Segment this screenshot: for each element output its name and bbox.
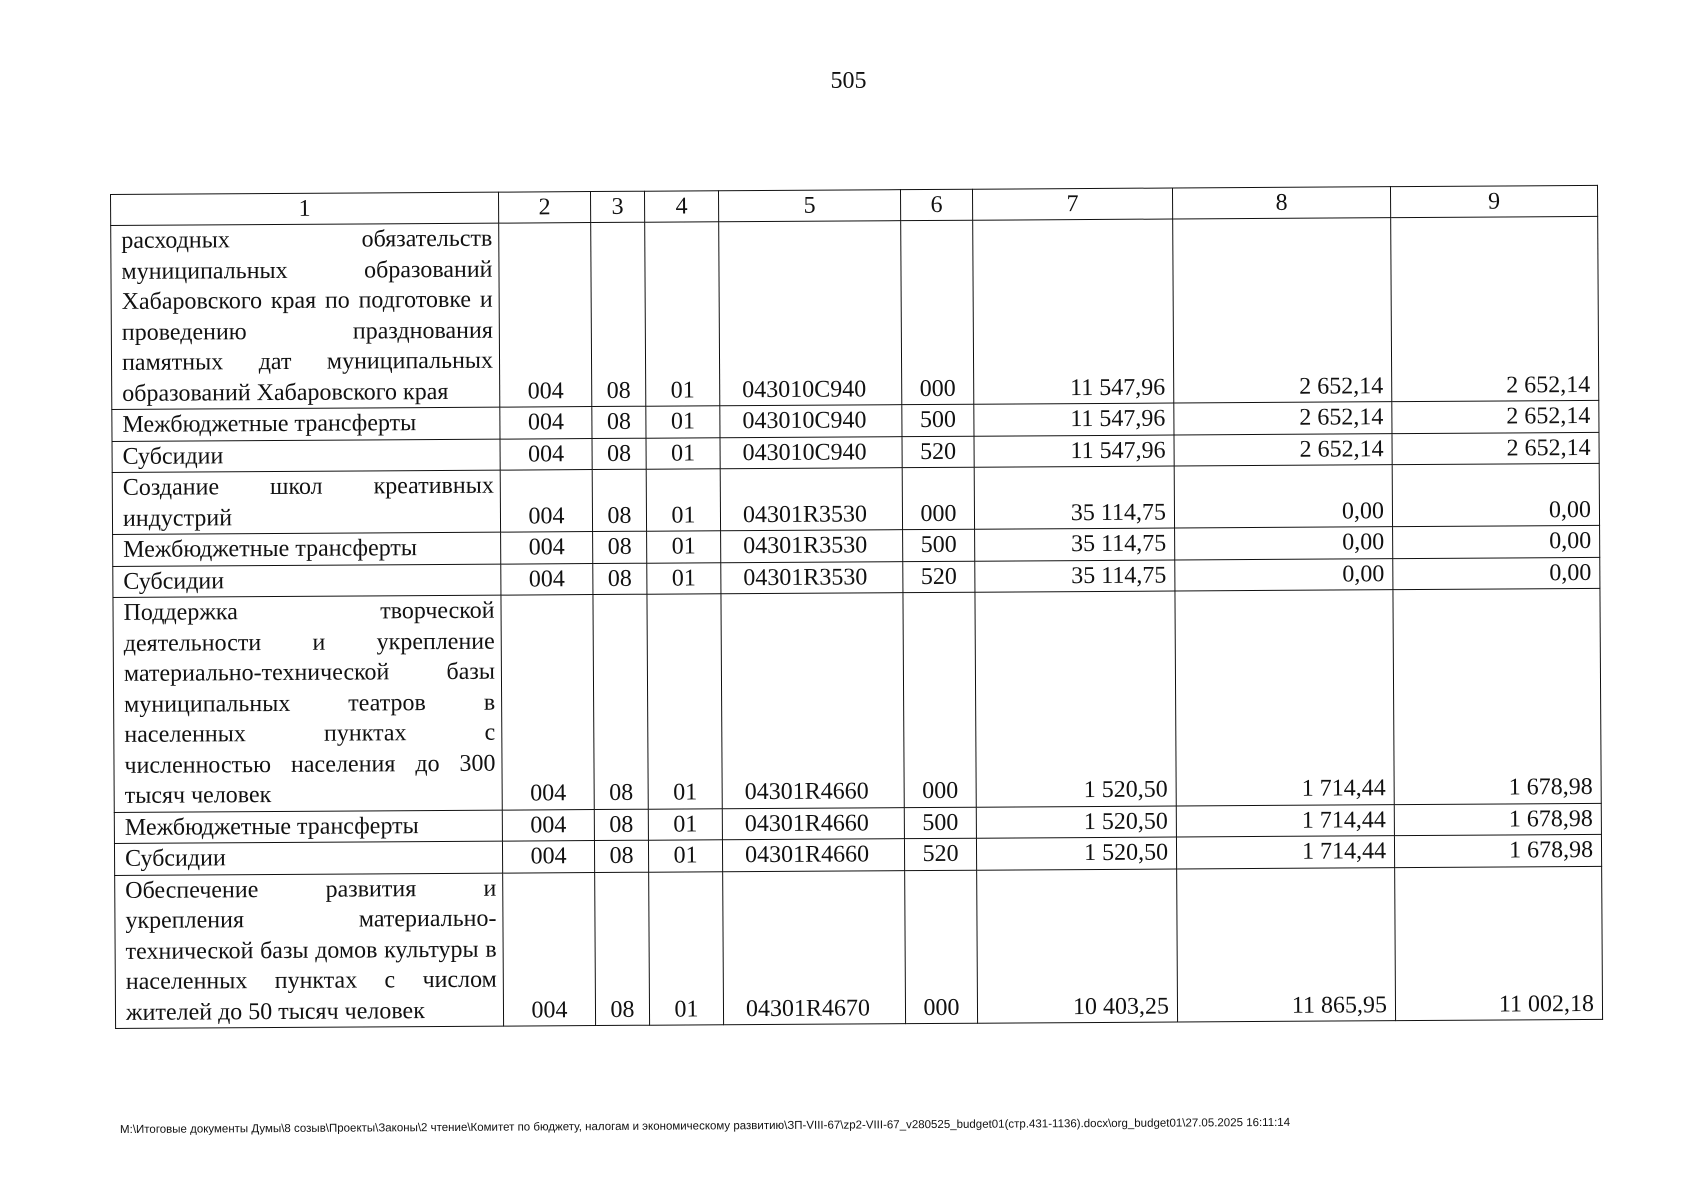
cell-target-code: 043010C940 <box>719 221 902 406</box>
row-name: Создание школ креативных индустрий <box>112 470 500 534</box>
cell-target-code: 04301R4670 <box>723 870 906 1025</box>
cell-ministry-code: 004 <box>500 407 592 439</box>
header-cell: 3 <box>590 191 644 222</box>
row-name: Субсидии <box>112 439 500 473</box>
cell-ministry-code: 004 <box>503 872 596 1026</box>
header-cell: 7 <box>972 188 1172 220</box>
cell-target-code: 043010C940 <box>720 405 902 438</box>
cell-ministry-code: 004 <box>499 223 592 408</box>
cell-ministry-code: 004 <box>500 470 592 533</box>
cell-subsection-code: 01 <box>647 531 721 563</box>
cell-amount-col8: 2 652,14 <box>1174 402 1392 435</box>
header-cell: 2 <box>498 192 590 224</box>
row-name: Межбюджетные трансферты <box>114 810 502 844</box>
cell-amount-col7: 11 547,96 <box>974 403 1174 436</box>
row-name: Субсидии <box>114 841 502 875</box>
cell-target-code: 04301R4660 <box>722 807 904 840</box>
cell-subsection-code: 01 <box>647 562 721 594</box>
cell-target-code: 04301R4660 <box>721 593 904 809</box>
cell-subsection-code: 01 <box>645 222 720 406</box>
cell-ministry-code: 004 <box>500 438 592 470</box>
cell-section-code: 08 <box>592 438 646 470</box>
cell-amount-col8: 0,00 <box>1174 465 1392 528</box>
document-path-footer: M:\Итоговые документы Думы\8 созыв\Проекты\Законы\2 чтение\Комитет по бюджету, налогам и экономическому развитию\ЗП-VIII-67\zp2-VIII-67_v280525_budget01(стр.431-1136).docx\org_budget01\27.05.2025 16:11:14 <box>120 1116 1291 1136</box>
cell-section-code: 08 <box>594 840 648 872</box>
cell-section-code: 08 <box>593 594 648 809</box>
cell-expense-type: 520 <box>904 838 976 870</box>
cell-ministry-code: 004 <box>501 563 593 595</box>
page-number: 505 <box>830 68 867 94</box>
row-name: Межбюджетные трансферты <box>112 407 500 441</box>
row-name: Обеспечение развития и укрепления материально-технической базы домов культуры в населенных пунктах с числом жителей до 50 тысяч человек <box>115 873 504 1029</box>
cell-amount-col7: 1 520,50 <box>976 805 1176 838</box>
cell-expense-type: 500 <box>903 529 975 561</box>
cell-amount-col7: 1 520,50 <box>976 837 1176 870</box>
row-name: Субсидии <box>113 564 501 598</box>
cell-amount-col9: 0,00 <box>1393 525 1600 558</box>
cell-amount-col8: 11 865,95 <box>1177 867 1396 1022</box>
cell-expense-type: 000 <box>901 220 974 404</box>
cell-target-code: 04301R4660 <box>722 839 904 872</box>
cell-amount-col8: 0,00 <box>1175 558 1393 591</box>
cell-section-code: 08 <box>594 809 648 841</box>
cell-section-code: 08 <box>595 872 650 1026</box>
cell-ministry-code: 004 <box>502 809 594 841</box>
cell-target-code: 04301R3530 <box>720 468 902 531</box>
cell-amount-col9: 2 652,14 <box>1391 216 1599 401</box>
cell-subsection-code: 01 <box>649 871 724 1025</box>
cell-ministry-code: 004 <box>501 532 593 564</box>
cell-amount-col7: 10 403,25 <box>977 868 1178 1023</box>
cell-amount-col8: 1 714,44 <box>1176 836 1394 869</box>
header-cell: 6 <box>900 189 972 220</box>
cell-section-code: 08 <box>593 531 647 563</box>
row-name: расходных обязательств муниципальных образований Хабаровского края по подготовке и проведению празднования памятных дат муниципальных образований Хабаровского края <box>111 223 500 409</box>
cell-section-code: 08 <box>591 222 646 406</box>
header-cell: 5 <box>718 190 900 222</box>
cell-subsection-code: 01 <box>648 840 722 872</box>
cell-section-code: 08 <box>592 469 646 531</box>
cell-amount-col8: 1 714,44 <box>1175 590 1394 806</box>
header-cell: 8 <box>1172 187 1390 219</box>
cell-amount-col9: 11 002,18 <box>1395 866 1603 1021</box>
cell-amount-col7: 11 547,96 <box>974 435 1174 468</box>
table-row <box>111 216 1599 409</box>
cell-expense-type: 500 <box>904 807 976 839</box>
cell-expense-type: 520 <box>902 436 974 468</box>
cell-target-code: 043010C940 <box>720 436 902 469</box>
cell-expense-type: 520 <box>903 561 975 593</box>
cell-target-code: 04301R3530 <box>721 561 903 594</box>
cell-amount-col9: 1 678,98 <box>1394 834 1601 867</box>
budget-table-container <box>110 185 1602 1029</box>
cell-amount-col8: 0,00 <box>1175 527 1393 560</box>
cell-amount-col7: 35 114,75 <box>974 466 1174 529</box>
table-row <box>115 866 1603 1029</box>
cell-amount-col8: 2 652,14 <box>1174 433 1392 466</box>
table-row <box>113 588 1601 812</box>
cell-amount-col9: 2 652,14 <box>1392 432 1599 465</box>
cell-subsection-code: 01 <box>646 437 720 469</box>
cell-subsection-code: 01 <box>646 406 720 438</box>
budget-table <box>110 185 1603 1029</box>
header-cell: 9 <box>1390 185 1597 217</box>
cell-amount-col7: 11 547,96 <box>973 219 1174 404</box>
cell-amount-col9: 0,00 <box>1393 557 1600 590</box>
cell-amount-col9: 1 678,98 <box>1393 588 1601 804</box>
cell-expense-type: 000 <box>902 467 974 529</box>
cell-amount-col8: 1 714,44 <box>1176 804 1394 837</box>
cell-section-code: 08 <box>592 406 646 438</box>
cell-amount-col9: 0,00 <box>1392 463 1599 526</box>
cell-amount-col7: 35 114,75 <box>975 560 1175 593</box>
table-row <box>112 463 1599 534</box>
cell-amount-col9: 2 652,14 <box>1392 400 1599 433</box>
row-name: Поддержка творческой деятельности и укрепление материально-технической базы муниципальных театров в населенных пунктах с численностью населения до 300 тысяч человек <box>113 595 502 812</box>
header-cell: 1 <box>111 192 499 225</box>
header-cell: 4 <box>644 191 718 222</box>
cell-subsection-code: 01 <box>647 594 722 809</box>
cell-amount-col9: 1 678,98 <box>1394 803 1601 836</box>
cell-ministry-code: 004 <box>501 595 594 810</box>
cell-expense-type: 000 <box>905 870 978 1024</box>
cell-amount-col8: 2 652,14 <box>1173 218 1392 403</box>
cell-subsection-code: 01 <box>648 808 722 840</box>
cell-ministry-code: 004 <box>502 841 594 873</box>
cell-expense-type: 500 <box>902 404 974 436</box>
cell-amount-col7: 35 114,75 <box>975 528 1175 561</box>
cell-subsection-code: 01 <box>646 469 720 531</box>
row-name: Межбюджетные трансферты <box>113 532 501 566</box>
cell-amount-col7: 1 520,50 <box>975 591 1176 807</box>
cell-expense-type: 000 <box>903 592 976 807</box>
cell-target-code: 04301R3530 <box>721 530 903 563</box>
cell-section-code: 08 <box>593 563 647 595</box>
